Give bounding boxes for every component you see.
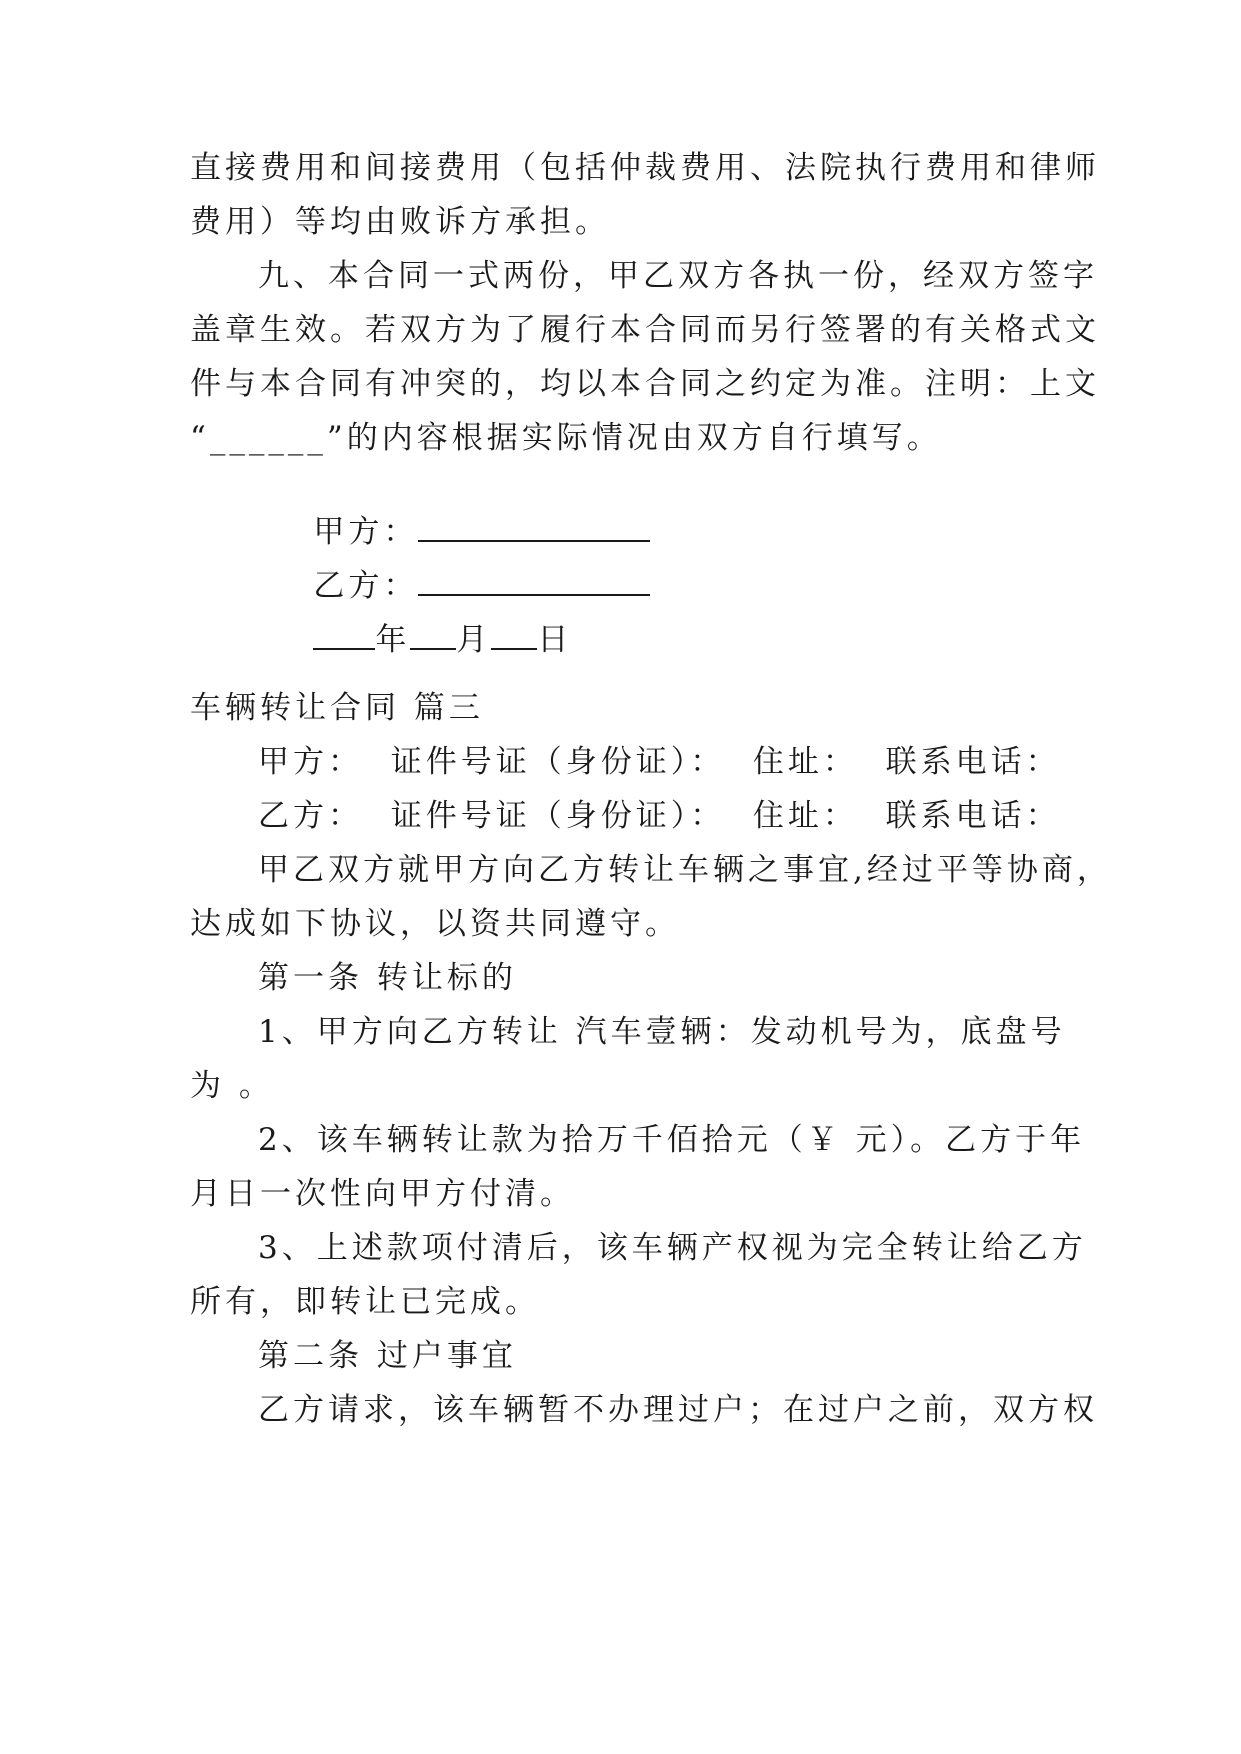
paragraph-line: 甲乙双方就甲方向乙方转让车辆之事宜,经过平等协商，: [258, 852, 1112, 888]
party-b-info: 乙方： 证件号证（身份证）： 住址： 联系电话：: [258, 798, 1061, 834]
paragraph-line: 3、上述款项付清后，该车辆产权视为完全转让给乙方: [258, 1230, 1087, 1266]
paragraph-line: 2、该车辆转让款为拾万千佰拾元（￥ 元）。乙方于年: [258, 1122, 1086, 1158]
paragraph-line: 费用）等均由败诉方承担。: [190, 204, 610, 240]
paragraph-line: 1、甲方向乙方转让 汽车壹辆：发动机号为，底盘号: [258, 1014, 1066, 1050]
paragraph-line: 盖章生效。若双方为了履行本合同而另行签署的有关格式文: [190, 312, 1100, 348]
paragraph-line: 乙方请求，该车辆暂不办理过户；在过户之前，双方权: [258, 1392, 1098, 1428]
article-title: 第二条 过户事宜: [258, 1338, 517, 1374]
paragraph-line: 所有，即转让已完成。: [190, 1284, 540, 1320]
month-label: 月: [456, 622, 492, 658]
paragraph-line: 月日一次性向甲方付清。: [190, 1176, 575, 1212]
paragraph-line: “______”的内容根据实际情况由双方自行填写。: [190, 420, 942, 456]
party-a-label: 甲方：: [313, 514, 419, 550]
day-blank: [491, 622, 537, 650]
year-blank: [313, 622, 375, 650]
month-blank: [410, 622, 456, 650]
signature-date: [258, 580, 572, 700]
paragraph-line: 九、本合同一式两份，甲乙双方各执一份，经双方签字: [258, 258, 1098, 294]
paragraph-line: 达成如下协议，以资共同遵守。: [190, 906, 680, 942]
paragraph-line: 直接费用和间接费用（包括仲裁费用、法院执行费用和律师: [190, 150, 1100, 186]
day-label: 日: [537, 622, 573, 658]
section-heading: 车辆转让合同 篇三: [190, 690, 484, 726]
party-a-info: 甲方： 证件号证（身份证）： 住址： 联系电话：: [258, 744, 1061, 780]
year-label: 年: [375, 622, 411, 658]
paragraph-line: 为 。: [190, 1068, 274, 1104]
paragraph-line: 件与本合同有冲突的，均以本合同之约定为准。注明：上文: [190, 366, 1100, 402]
party-b-label: 乙方：: [313, 568, 419, 604]
article-title: 第一条 转让标的: [258, 960, 517, 996]
